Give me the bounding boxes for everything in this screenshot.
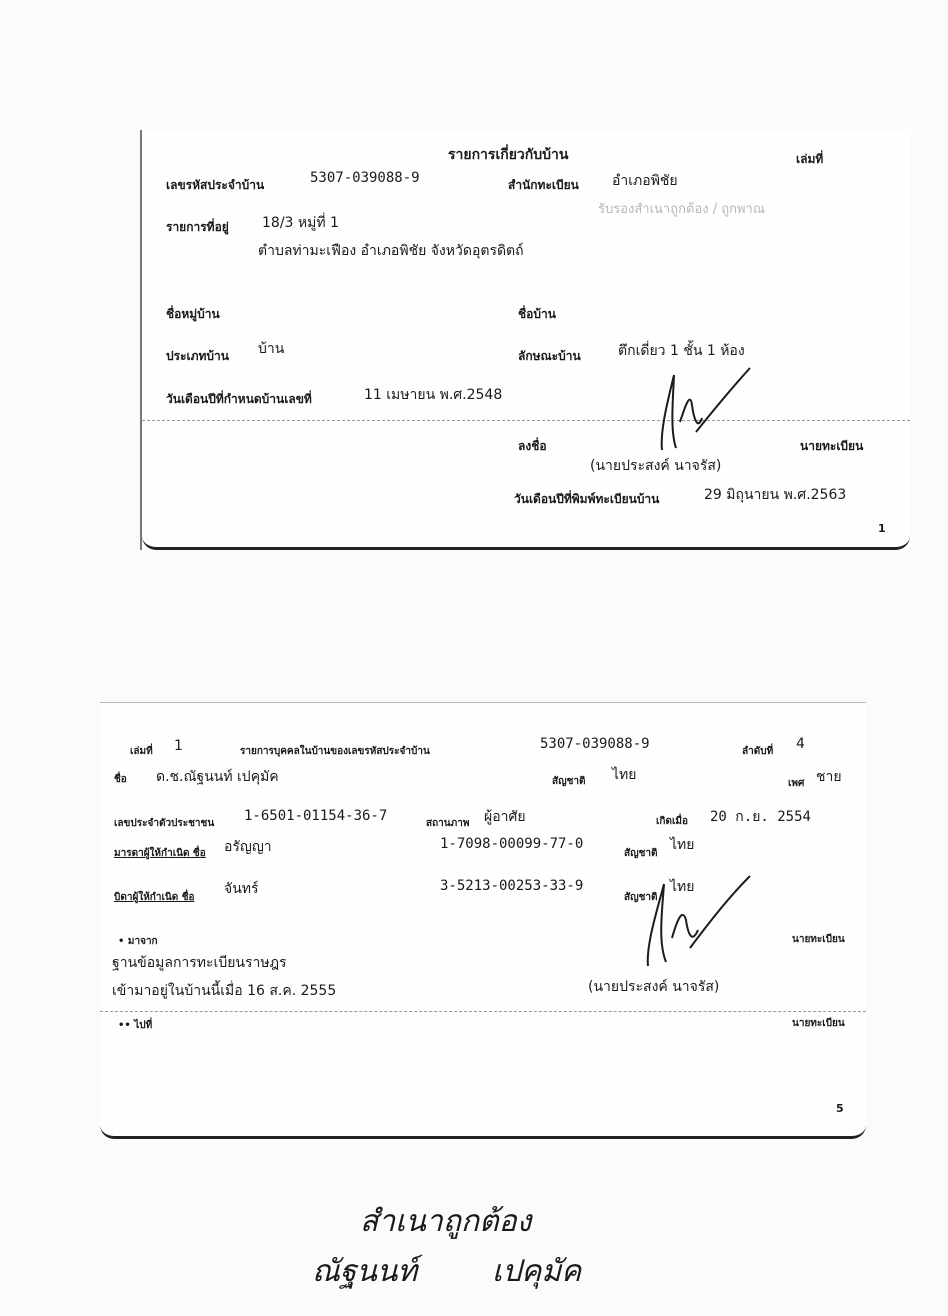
- mother-nationality-label: สัญชาติ: [624, 848, 658, 859]
- house-type-value: บ้าน: [258, 341, 285, 357]
- person-name: ด.ช.ณัฐนนท์ เปคุมัค: [156, 769, 279, 785]
- house-type-label: ประเภทบ้าน: [166, 349, 229, 363]
- certified-copy-text: สำเนาถูกต้อง: [360, 1204, 532, 1239]
- house-details-title: รายการเกี่ยวกับบ้าน: [448, 147, 569, 163]
- registrar-label-1: นายทะเบียน: [792, 934, 845, 945]
- page-number-5: 5: [836, 1102, 844, 1115]
- card-divider: [100, 1011, 866, 1012]
- address-label: รายการที่อยู่: [166, 220, 229, 234]
- page-number-1: 1: [878, 522, 886, 535]
- number-assigned-date-label: วันเดือนปีที่กำหนดบ้านเลขที่: [166, 392, 312, 406]
- print-date-value: 29 มิถุนายน พ.ศ.2563: [704, 487, 847, 503]
- house-id-value: 5307-039088-9: [540, 736, 650, 752]
- registrar-signature-2: [630, 868, 760, 972]
- nationality-label: สัญชาติ: [552, 776, 586, 787]
- sign-label: ลงชื่อ: [518, 439, 547, 453]
- house-style-label: ลักษณะบ้าน: [518, 349, 581, 363]
- mother-id: 1-7098-00099-77-0: [440, 836, 584, 852]
- order-value: 4: [796, 736, 805, 752]
- nationality-value: ไทย: [612, 767, 637, 783]
- certifier-first-name: ณัฐนนท์: [312, 1254, 418, 1289]
- moved-from-label: • มาจาก: [118, 936, 158, 947]
- card-bottom-edge: [142, 533, 910, 550]
- house-id-label: เลขรหัสประจำบ้าน: [166, 178, 265, 192]
- registry-office-value: อำเภอพิชัย: [612, 173, 678, 189]
- household-members-header: รายการบุคคลในบ้านของเลขรหัสประจำบ้าน: [240, 746, 430, 757]
- name-label: ชื่อ: [114, 774, 127, 785]
- registrar-name-1: (นายประสงค์ นาจรัส): [590, 458, 722, 474]
- house-style-value: ตึกเดี่ยว 1 ชั้น 1 ห้อง: [618, 343, 745, 359]
- address-line-1: 18/3 หมู่ที่ 1: [262, 215, 339, 231]
- mother-name: อรัญญา: [224, 839, 272, 855]
- book-label: เล่มที่: [796, 152, 824, 166]
- birth-date-value: 20 ก.ย. 2554: [710, 809, 811, 825]
- registry-office-label: สำนักทะเบียน: [508, 178, 579, 192]
- father-name: จันทร์: [224, 881, 259, 897]
- book-value: 1: [174, 738, 183, 754]
- address-line-2: ตำบลท่ามะเฟือง อำเภอพิชัย จังหวัดอุตรดิตถ์: [258, 243, 524, 259]
- mother-nationality-value: ไทย: [670, 837, 695, 853]
- card-divider: [142, 420, 910, 421]
- moved-in-date: เข้ามาอยู่ในบ้านนี้เมื่อ 16 ส.ค. 2555: [112, 983, 337, 999]
- registrar-signature-1: [640, 360, 760, 460]
- faded-stamp-text: รับรองสำเนาถูกต้อง / ถูกพาณ: [598, 202, 765, 217]
- citizen-id-value: 1-6501-01154-36-7: [244, 808, 388, 824]
- father-nationality-label: สัญชาติ: [624, 892, 658, 903]
- order-label: ลำดับที่: [742, 746, 774, 757]
- sex-label: เพศ: [788, 778, 805, 789]
- book-label: เล่มที่: [130, 746, 153, 757]
- status-label: สถานภาพ: [426, 818, 470, 829]
- number-assigned-date-value: 11 เมษายน พ.ศ.2548: [364, 387, 503, 403]
- card-bottom-edge: [100, 1122, 866, 1139]
- registrar-title-label: นายทะเบียน: [800, 439, 864, 453]
- certifier-last-name: เปคุมัค: [492, 1254, 582, 1289]
- registrar-label-2: นายทะเบียน: [792, 1018, 845, 1029]
- house-name-label: ชื่อบ้าน: [518, 307, 556, 321]
- father-id: 3-5213-00253-33-9: [440, 878, 584, 894]
- village-name-label: ชื่อหมู่บ้าน: [166, 307, 220, 321]
- father-nationality-value: ไทย: [670, 879, 695, 895]
- mother-label: มารดาผู้ให้กำเนิด ชื่อ: [114, 848, 206, 859]
- father-label: บิดาผู้ให้กำเนิด ชื่อ: [114, 892, 195, 903]
- moved-to-label: •• ไปที่: [118, 1020, 153, 1031]
- house-id-value: 5307-039088-9: [310, 170, 420, 186]
- citizen-id-label: เลขประจำตัวประชาชน: [114, 818, 215, 829]
- print-date-label: วันเดือนปีที่พิมพ์ทะเบียนบ้าน: [514, 492, 660, 506]
- registrar-name-2: (นายประสงค์ นาจรัส): [588, 979, 720, 995]
- moved-from-value: ฐานข้อมูลการทะเบียนราษฎร: [112, 955, 287, 971]
- status-value: ผู้อาศัย: [484, 809, 526, 825]
- birth-date-label: เกิดเมื่อ: [656, 816, 688, 827]
- sex-value: ชาย: [816, 769, 842, 785]
